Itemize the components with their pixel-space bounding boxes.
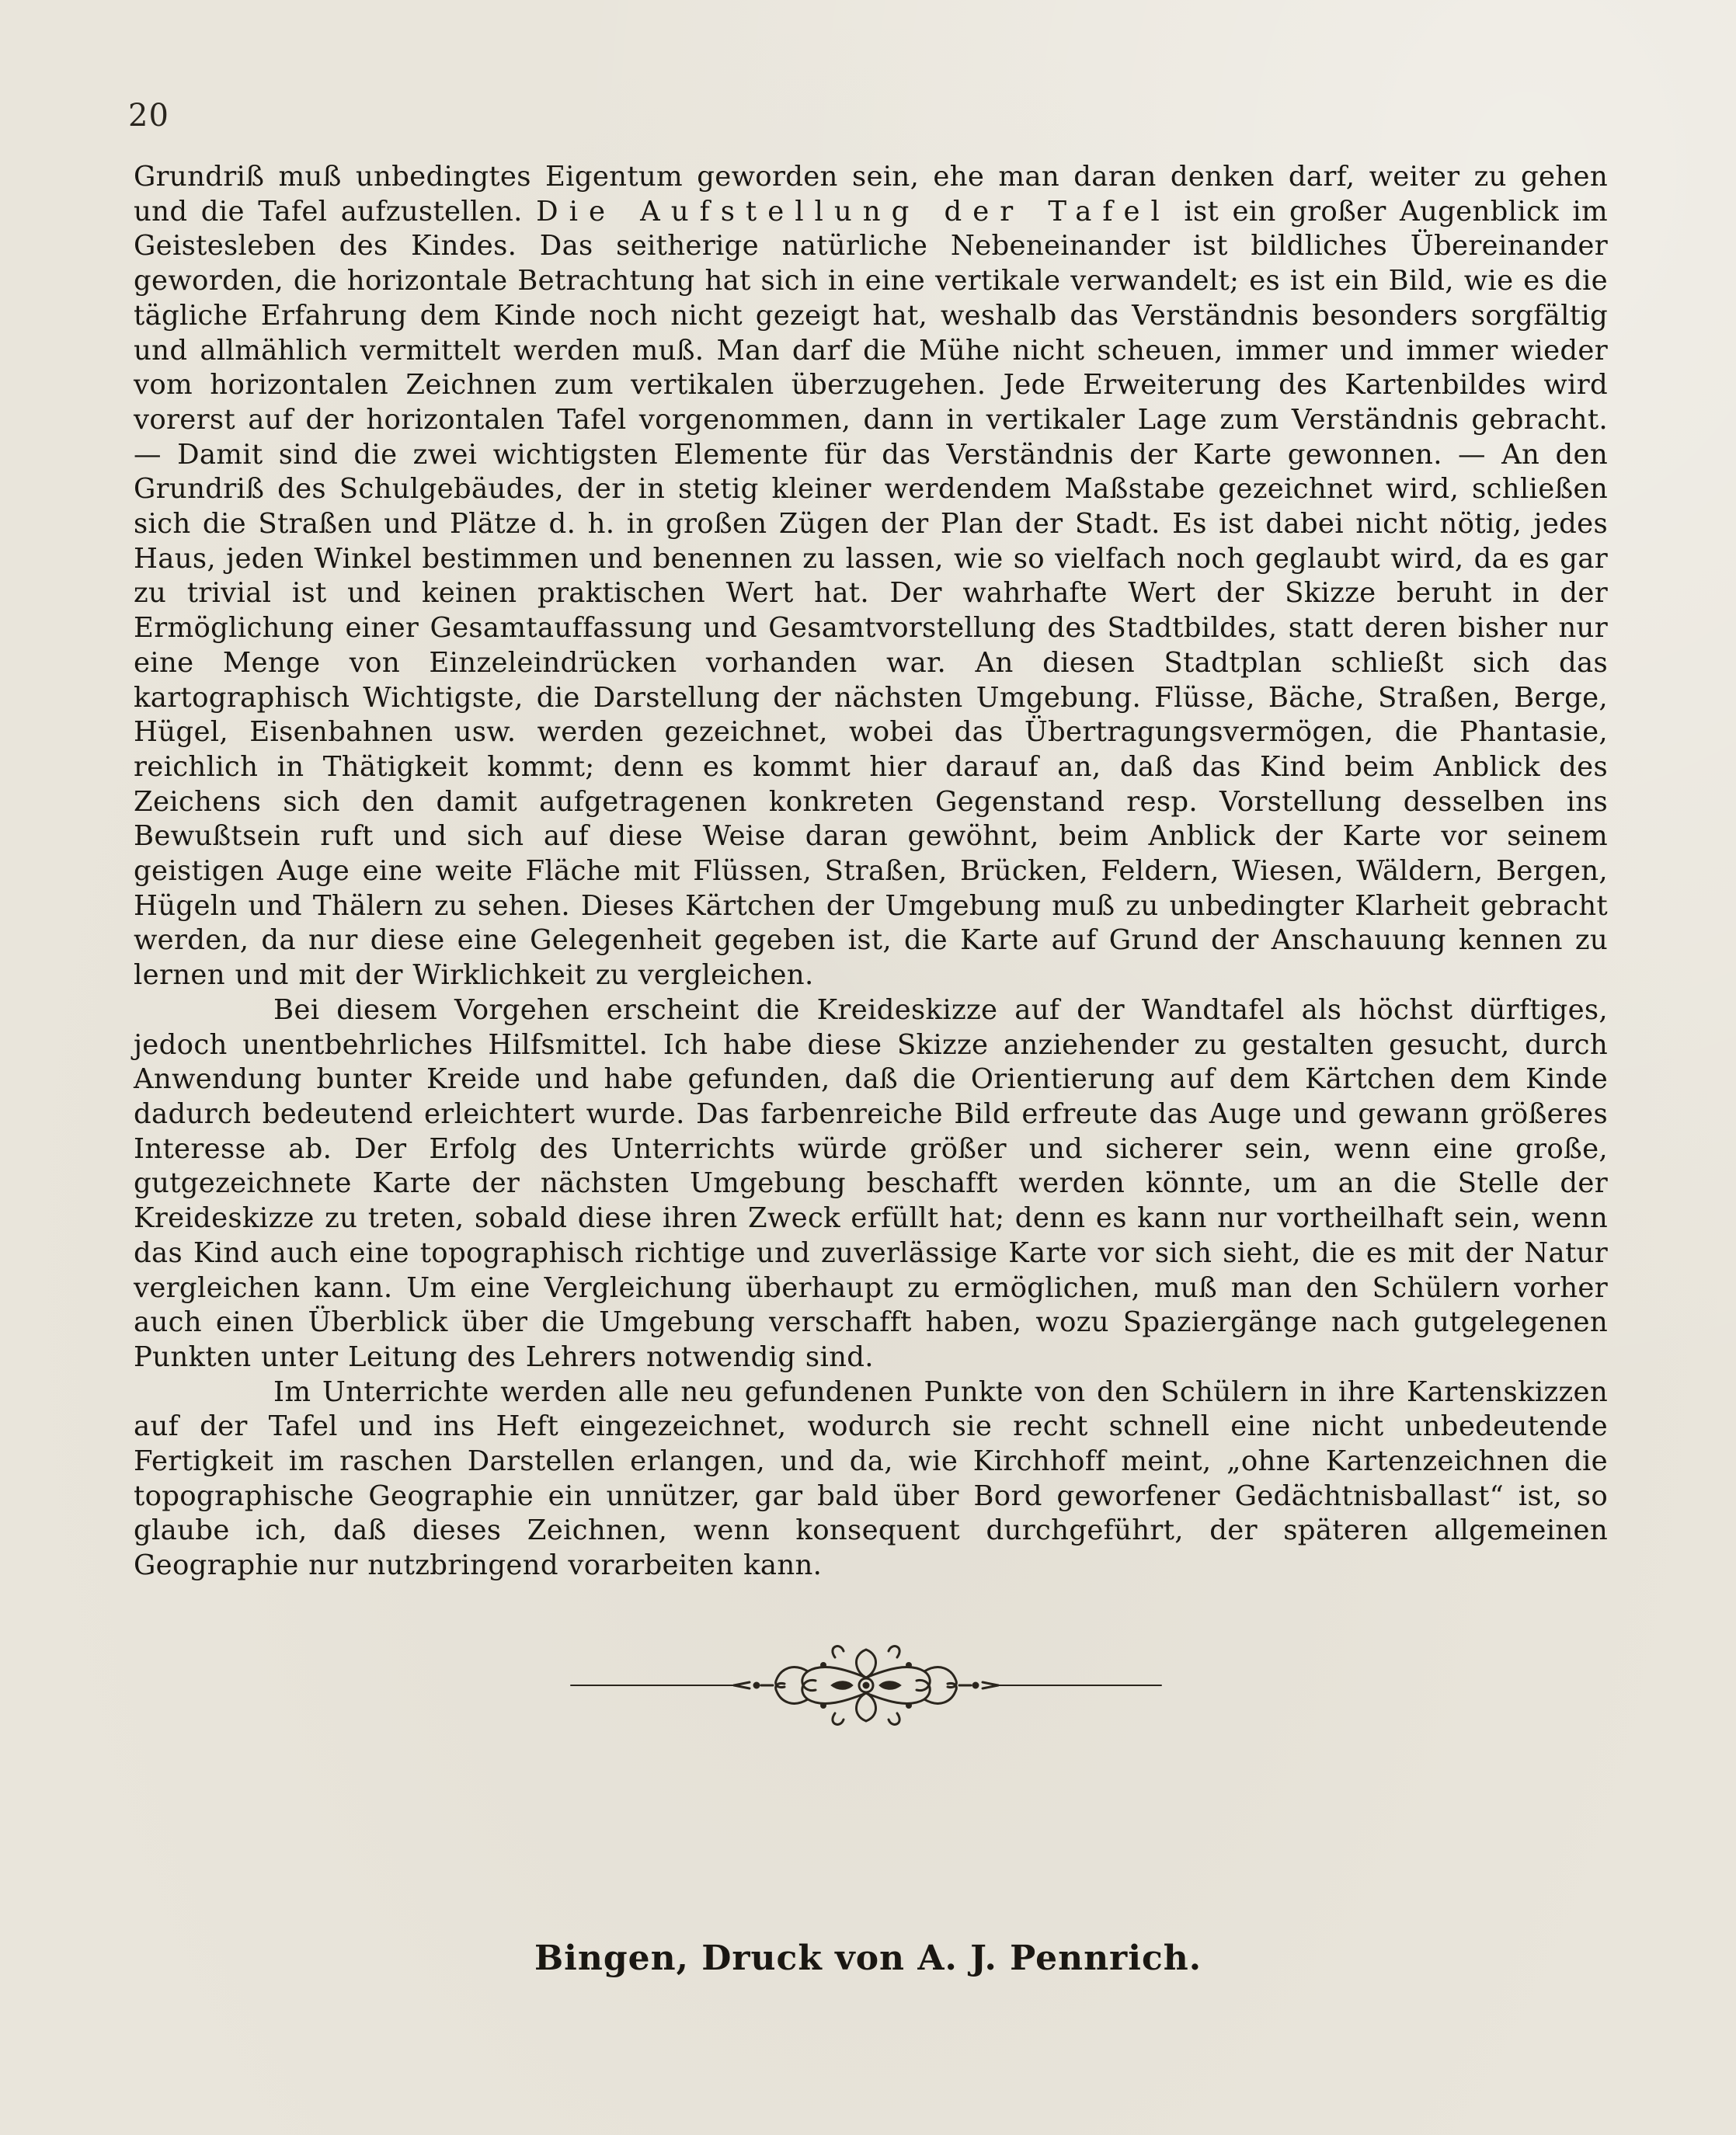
- floral-vignette-ornament-icon: [567, 1639, 1165, 1732]
- printer-imprint: Bingen, Druck von A. J. Pennrich.: [534, 1939, 1202, 1978]
- letterspaced-emphasis: Die Aufstellung der Tafel: [536, 195, 1171, 228]
- body-text: [134, 160, 1608, 1584]
- paragraph-1-text-start: Grundriß muß unbedingtes Eigentum geworden sein, ehe man daran denken darf, weiter zu gehen und die Tafel aufzustellen.: [134, 161, 1608, 228]
- paragraph-3: Im Unterrichte werden alle neu gefundenen Punkte von den Schülern in ihre Kartenskizzen auf der Tafel und ins Heft eingezeichnet, wodurch sie recht schnell eine nicht unbedeutende Fertigkeit im raschen Darstellen erlangen, und da, wie Kirchhoff meint, „ohne Kartenzeichnen die topographische Geographie ein unnützer, gar bald über Bord geworfener Gedächtnisballast“ ist, so glaube ich, daß dieses Zeichnen, wenn konsequent durchgeführt, der späteren allgemeinen Geographie nur nutzbringend vorarbeiten kann.: [134, 1375, 1608, 1582]
- paragraph-2: Bei diesem Vorgehen erscheint die Kreideskizze auf der Wandtafel als höchst dürftiges, jedoch unentbehrliches Hilfsmittel. Ich habe diese Skizze anziehender zu gestalten gesucht, durch Anwendung bunter Kreide und habe gefunden, daß die Orientierung auf dem Kärtchen dem Kinde dadurch bedeutend erleichtert wurde. Das farbenreiche Bild erfreute das Auge und gewann größeres Interesse ab. Der Erfolg des Unterrichts würde größer und sicherer sein, wenn eine große, gutgezeichnete Karte der nächsten Umgebung beschafft werden könnte, um an die Stelle der Kreideskizze zu treten, sobald diese ihren Zweck erfüllt hat; denn es kann nur vortheilhaft sein, wenn das Kind auch eine topographisch richtige und zuverlässige Karte vor sich sieht, die es mit der Natur vergleichen kann. Um eine Vergleichung überhaupt zu ermöglichen, muß man den Schülern vorher auch einen Überblick über die Umgebung verschafft haben, wozu Spaziergänge nach gutgelegenen Punkten unter Leitung des Lehrers notwendig sind.: [134, 993, 1608, 1373]
- paragraph-1-text-rest: ist ein großer Augenblick im Geistesleben des Kindes. Das seitherige natürliche Nebeneinander ist bildliches Übereinander geworden, die horizontale Betrachtung hat sich in eine vertikale verwandelt; es ist ein Bild, wie es die tägliche Erfahrung dem Kinde noch nicht gezeigt hat, weshalb das Verständnis besonders sorgfältig und allmählich vermittelt werden muß. Man darf die Mühe nicht scheuen, immer und immer wieder vom horizontalen Zeichnen zum vertikalen überzugehen. Jede Erweiterung des Kartenbildes wird vorerst auf der horizontalen Tafel vorgenommen, dann in vertikaler Lage zum Verständnis gebracht. — Damit sind die zwei wichtigsten Elemente für das Verständnis der Karte gewonnen. — An den Grundriß des Schulgebäudes, der in stetig kleiner werdendem Maßstabe gezeichnet wird, schließen sich die Straßen und Plätze d. h. in großen Zügen der Plan der Stadt. Es ist dabei nicht nötig, jedes Haus, jeden Winkel bestimmen und benennen zu lassen, wie so vielfach noch geglaubt wird, da es gar zu trivial ist und keinen praktischen Wert hat. Der wahrhafte Wert der Skizze beruht in der Ermöglichung einer Gesamtauffassung und Gesamtvorstellung des Stadtbildes, statt deren bisher nur eine Menge von Einzeleindrücken vorhanden war. An diesen Stadtplan schließt sich das kartographisch Wichtigste, die Darstellung der nächsten Umgebung. Flüsse, Bäche, Straßen, Berge, Hügel, Eisenbahnen usw. werden gezeichnet, wobei das Übertragungsvermögen, die Phantasie, reichlich in Thätigkeit kommt; denn es kommt hier darauf an, daß das Kind beim Anblick des Zeichens sich den damit aufgetragenen konkreten Gegenstand resp. Vorstellung desselben ins Bewußtsein ruft und sich auf diese Weise daran gewöhnt, beim Anblick der Karte vor seinem geistigen Auge eine weite Fläche mit Flüssen, Straßen, Brücken, Feldern, Wiesen, Wäldern, Bergen, Hügeln und Thälern zu sehen. Dieses Kärtchen der Umgebung muß zu unbedingter Klarheit gebracht werden, da nur diese eine Gelegenheit gegeben ist, die Karte auf Grund der Anschauung kennen zu lernen und mit der Wirklichkeit zu vergleichen.: [134, 195, 1609, 992]
- paragraph-1: [134, 160, 1608, 993]
- page-number: 20: [128, 98, 169, 134]
